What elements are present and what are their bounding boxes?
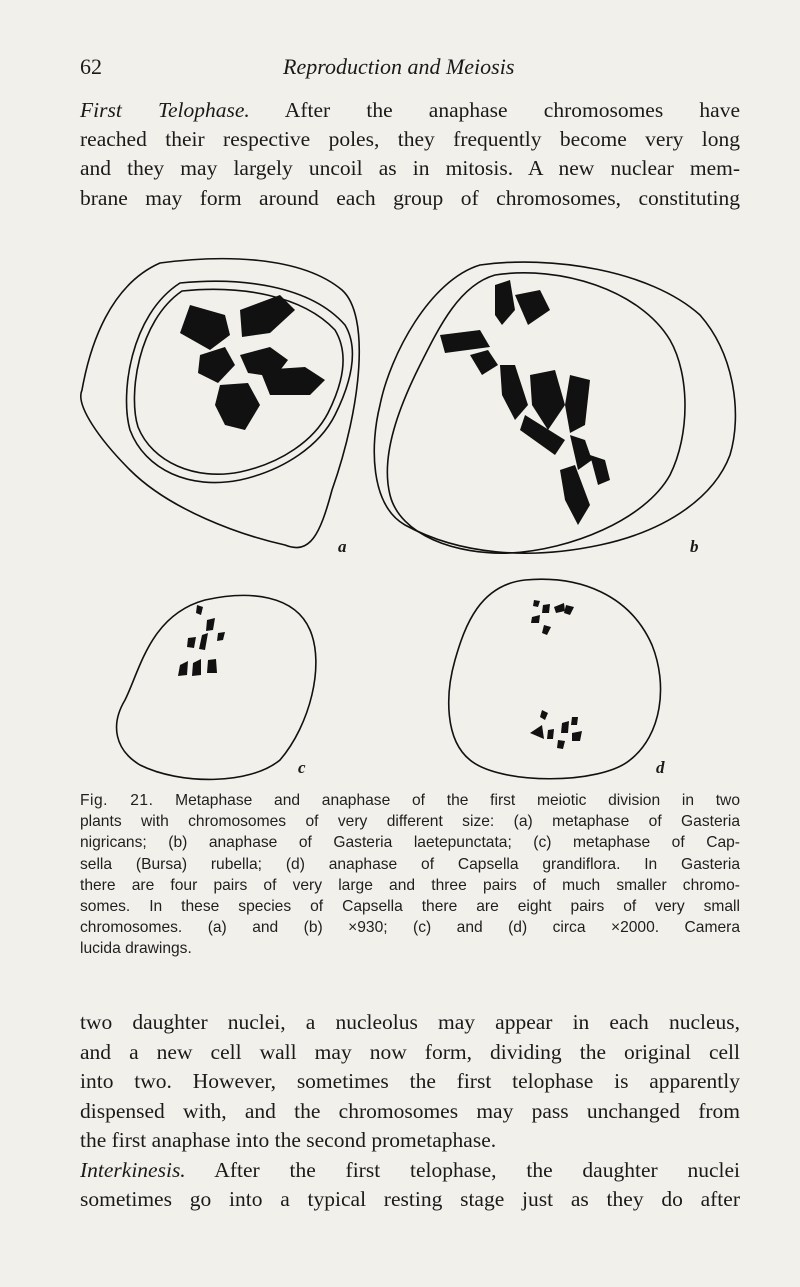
panel-label-c: c bbox=[298, 758, 306, 777]
caption-line: somes. In these species of Capsella there are eight pairs of very small bbox=[80, 898, 740, 916]
figure-21 bbox=[70, 255, 760, 785]
chromosome-drawings bbox=[70, 255, 760, 785]
top-paragraph bbox=[80, 96, 740, 213]
text-line: dispensed with, and the chromosomes may pass unchanged from bbox=[80, 1098, 740, 1123]
text-span: After the first telophase, the daughter nuclei bbox=[185, 1157, 740, 1182]
text-line bbox=[80, 1156, 740, 1186]
page-header bbox=[80, 54, 730, 84]
bottom-paragraph bbox=[80, 1008, 740, 1215]
page-number: 62 bbox=[80, 54, 102, 79]
text-line: the first anaphase into the second prometaphase. bbox=[80, 1128, 497, 1152]
text-span: After the anaphase chromosomes have bbox=[249, 98, 740, 122]
run-in-heading: First Telophase. bbox=[80, 98, 250, 122]
chromosomes-a bbox=[180, 295, 325, 430]
figure-label: Fig. 21. bbox=[80, 792, 154, 809]
text-line: two daughter nuclei, a nucleolus may appear in each nucleus, bbox=[80, 1010, 740, 1034]
caption-text: Metaphase and anaphase of the first meiotic division in two bbox=[153, 792, 740, 809]
panel-label-d: d bbox=[656, 758, 665, 777]
caption-line: chromosomes. (a) and (b) ×930; (c) and (d) circa ×2000. Camera bbox=[80, 919, 740, 937]
chromosomes-b bbox=[440, 280, 610, 525]
caption-line: sella (Bursa) rubella; (d) anaphase of Capsella grandiflora. In Gasteria bbox=[80, 855, 740, 873]
caption-line: nigricans; (b) anaphase of Gasteria laetepunctata; (c) metaphase of Cap- bbox=[80, 834, 740, 852]
text-line bbox=[80, 96, 740, 125]
text-line: and a new cell wall may now form, dividing the original cell bbox=[80, 1039, 740, 1064]
text-line: sometimes go into a typical resting stage just as they do after bbox=[80, 1187, 740, 1211]
text-line: reached their respective poles, they frequently become very long bbox=[80, 127, 740, 152]
text-line: brane may form around each group of chromosomes, constituting bbox=[80, 185, 740, 210]
figure-caption bbox=[80, 790, 740, 960]
panel-label-b: b bbox=[690, 537, 699, 556]
text-line: and they may largely uncoil as in mitosis. A new nuclear mem- bbox=[80, 156, 740, 181]
panel-label-a: a bbox=[338, 537, 347, 556]
text-line: into two. However, sometimes the first telophase is apparently bbox=[80, 1069, 740, 1093]
run-in-heading: Interkinesis. bbox=[80, 1157, 186, 1182]
caption-line: lucida drawings. bbox=[80, 940, 192, 958]
caption-line: there are four pairs of very large and three pairs of much smaller chromo- bbox=[80, 876, 740, 894]
chromosomes-c bbox=[178, 605, 225, 676]
running-title: Reproduction and Meiosis bbox=[283, 54, 515, 79]
chromosomes-d bbox=[530, 600, 582, 749]
caption-line: plants with chromosomes of very different size: (a) metaphase of Gasteria bbox=[80, 813, 740, 831]
cell-c bbox=[117, 595, 316, 779]
caption-line bbox=[80, 790, 740, 811]
cell-d bbox=[449, 579, 661, 778]
